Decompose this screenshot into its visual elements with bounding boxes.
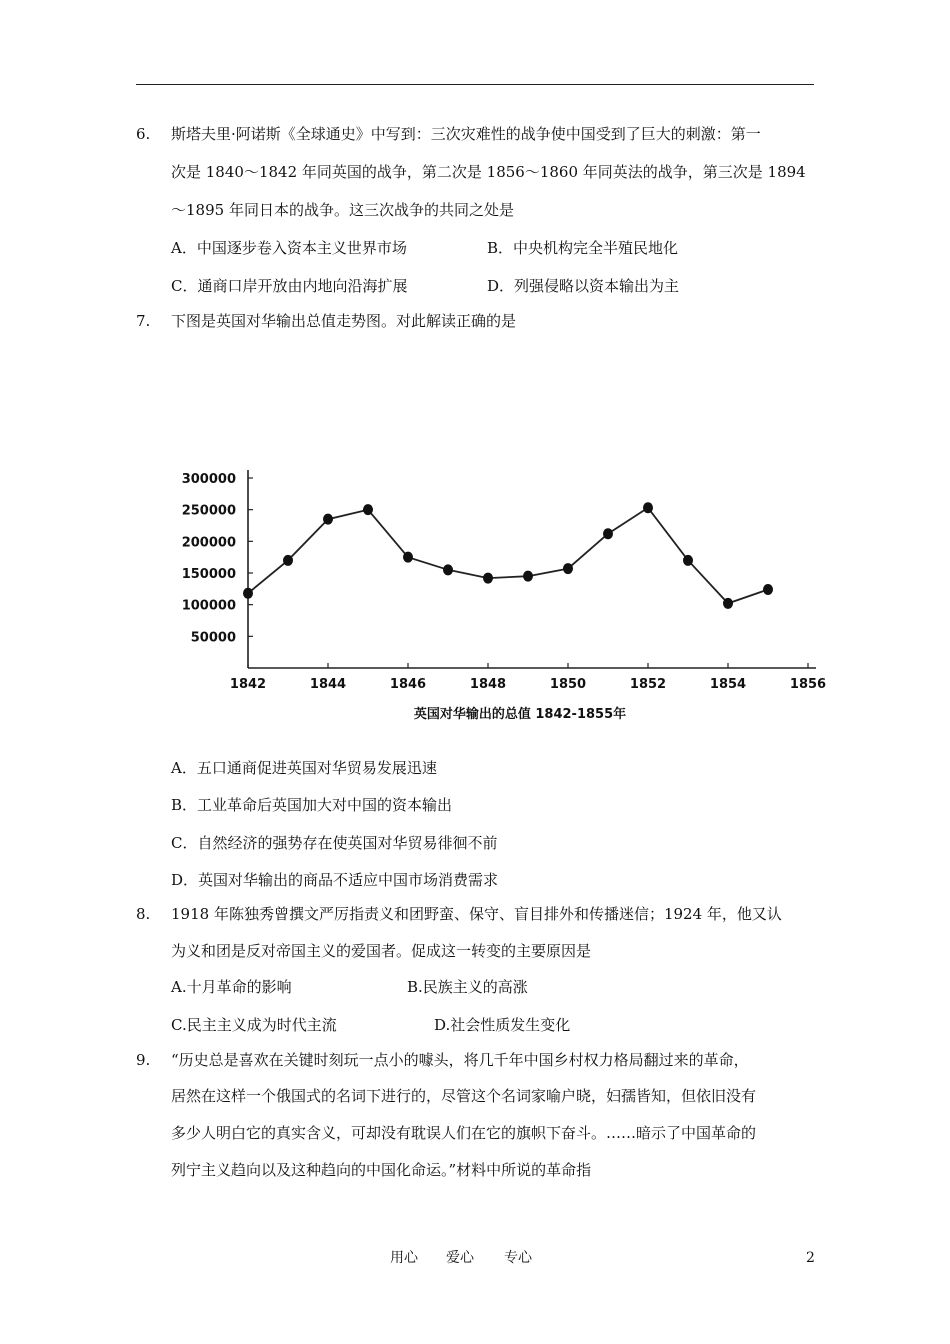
data-point (563, 563, 573, 574)
page-number: 2 (806, 1250, 815, 1266)
question-stem-line: 下图是英国对华输出总值走势图。对此解读正确的是 (171, 312, 517, 330)
data-point (323, 514, 333, 525)
x-tick-label: 1856 (789, 677, 827, 692)
data-point (643, 502, 653, 513)
question-stem-line: 斯塔夫里·阿诺斯《全球通史》中写到：三次灾难性的战争使中国受到了巨大的刺激：第一 (171, 125, 761, 143)
option-c: C．自然经济的强势存在使英国对华贸易徘徊不前 (171, 834, 498, 852)
question-stem-line: 列宁主义趋向以及这种趋向的中国化命运。”材料中所说的革命指 (171, 1161, 592, 1179)
x-tick-label: 1844 (309, 677, 347, 692)
question-stem-line: “历史总是喜欢在关键时刻玩一点小的噱头，将几千年中国乡村权力格局翻过来的革命， (171, 1051, 749, 1069)
x-tick-label: 1842 (229, 677, 267, 692)
question-stem-line: 为义和团是反对帝国主义的爱国者。促成这一转变的主要原因是 (171, 942, 592, 960)
question-stem-line: ～1895 年同日本的战争。这三次战争的共同之处是 (171, 201, 514, 219)
option-c: C.民主主义成为时代主流 (171, 1016, 337, 1034)
y-tick-label: 250000 (181, 503, 236, 519)
question-stem-line: 次是 1840～1842 年同英国的战争，第二次是 1856～1860 年同英法的战争，第三次是 1894 (171, 163, 806, 181)
x-tick-label: 1852 (629, 677, 667, 692)
question-number: 8. (136, 905, 151, 923)
option-d: D．列强侵略以资本输出为主 (487, 277, 680, 295)
option-d: D．英国对华输出的商品不适应中国市场消费需求 (171, 871, 499, 889)
x-tick-label: 1848 (469, 677, 507, 692)
data-point (363, 504, 373, 515)
data-point (523, 571, 533, 582)
question-stem-line: 1918 年陈独秀曾撰文严厉指责义和团野蛮、保守、盲目排外和传播迷信；1924 年，他又认 (171, 905, 782, 923)
option-d: D.社会性质发生变化 (434, 1016, 571, 1034)
y-tick-label: 150000 (181, 567, 236, 582)
option-a: A.十月革命的影响 (171, 978, 292, 996)
question-number: 6. (136, 125, 151, 143)
question-number: 9. (136, 1051, 151, 1069)
data-point (723, 598, 733, 609)
footer-motto: 爱心 (446, 1250, 474, 1266)
y-tick-label: 50000 (190, 630, 236, 646)
data-point (243, 588, 253, 599)
footer-motto: 专心 (504, 1250, 532, 1266)
export-line-chart (170, 455, 840, 730)
x-tick-label: 1854 (709, 677, 747, 692)
y-tick-label: 300000 (181, 472, 236, 487)
option-b: B．中央机构完全半殖民地化 (487, 239, 679, 257)
x-tick-label: 1850 (549, 677, 587, 692)
chart-title: 英国对华输出的总值 1842-1855年 (413, 707, 627, 722)
header-rule (136, 84, 814, 85)
data-point (763, 584, 773, 595)
question-stem-line: 居然在这样一个俄国式的名词下进行的，尽管这个名词家喻户晓，妇孺皆知，但依旧没有 (171, 1087, 757, 1105)
option-a: A．中国逐步卷入资本主义世界市场 (171, 239, 407, 257)
option-b: B．工业革命后英国加大对中国的资本输出 (171, 796, 453, 814)
y-tick-label: 100000 (181, 598, 236, 614)
option-c: C．通商口岸开放由内地向沿海扩展 (171, 277, 408, 295)
data-point (683, 555, 693, 566)
data-point (443, 564, 453, 575)
question-number: 7. (136, 312, 151, 330)
option-a: A．五口通商促进英国对华贸易发展迅速 (171, 759, 437, 777)
y-tick-label: 200000 (181, 535, 236, 551)
data-point (603, 528, 613, 539)
footer-motto: 用心 (390, 1250, 418, 1266)
x-tick-label: 1846 (389, 677, 427, 692)
question-stem-line: 多少人明白它的真实含义，可却没有耽误人们在它的旗帜下奋斗。……暗示了中国革命的 (171, 1124, 757, 1142)
data-point (403, 552, 413, 563)
data-point (283, 555, 293, 566)
option-b: B.民族主义的高涨 (407, 978, 528, 996)
data-point (483, 573, 493, 584)
